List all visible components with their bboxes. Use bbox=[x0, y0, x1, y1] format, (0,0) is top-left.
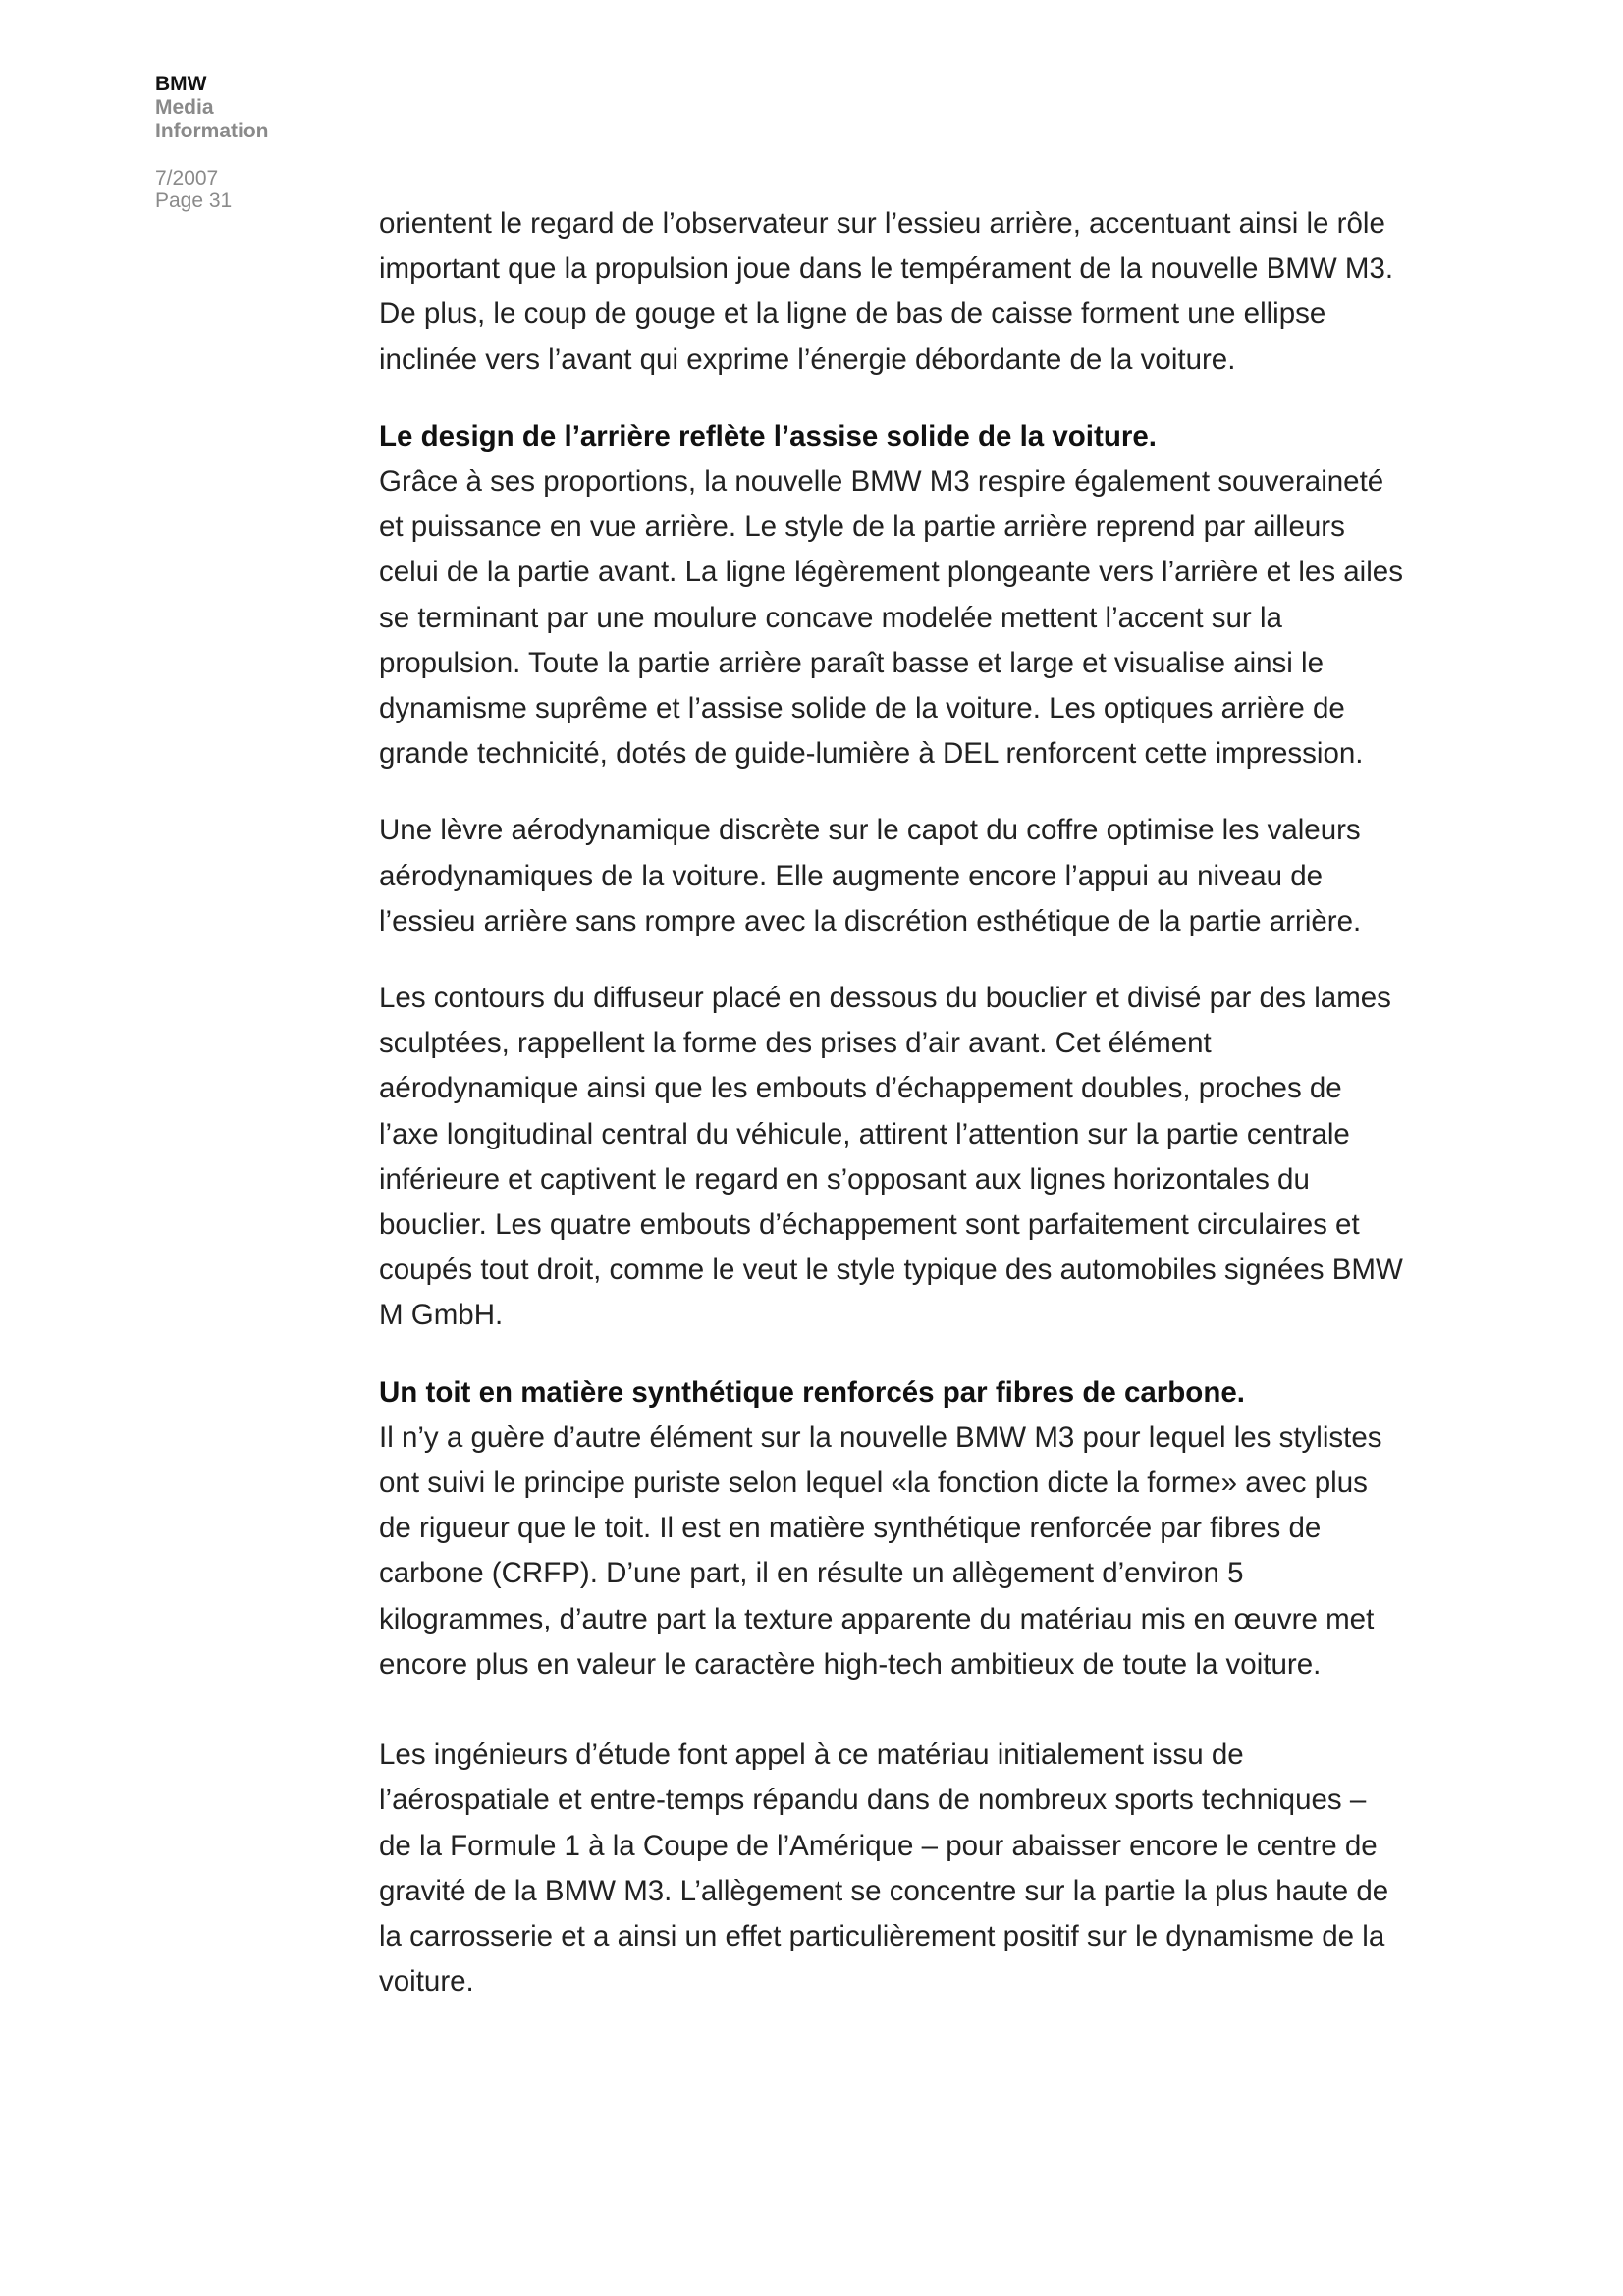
brand-subtitle-information: Information bbox=[155, 120, 269, 142]
paragraph-aero-lip: Une lèvre aérodynamique discrète sur le capot du coffre optimise les valeurs aérodynamiques de la voiture. Elle augmente encore l’appui au niveau de l’essieu arrière sans rompre avec la discrétion esthétique de la partie arrière. bbox=[379, 814, 1362, 937]
paragraph-diffuser: Les contours du diffuseur placé en dessous du bouclier et divisé par des lames sculptées, rappellent la forme des prises d’air avant. Cet élément aérodynamique ainsi que les embouts d’échappement doubles, proches de l’axe longitudinal central du véhicule, attirent l’attention sur la partie centrale inférieure et captivent le regard en s’opposant aux lignes horizontales du bouclier. Les quatre embouts d’échappement sont parfaitement circulaires et coupés tout droit, comme le veut le style typique des automobiles signées BMW M GmbH. bbox=[379, 982, 1403, 1332]
section-heading-carbon-roof: Un toit en matière synthétique renforcés par fibres de carbone. bbox=[379, 1375, 1245, 1409]
document-header bbox=[155, 73, 371, 212]
paragraph-rear-proportions: Grâce à ses proportions, la nouvelle BMW M3 respire également souveraineté et puissance en vue arrière. Le style de la partie arrière reprend par ailleurs celui de la partie avant. La ligne légèrement plongeante vers l’arrière et les ailes se terminant par une moulure concave modelée mettent l’accent sur la propulsion. Toute la partie arrière paraît basse et large et visualise ainsi le dynamisme suprême et l’assise solide de la voiture. Les optiques arrière de grande technicité, dotés de guide-lumière à DEL renforcent cette impression. bbox=[379, 465, 1403, 771]
publication-date: 7/2007 bbox=[155, 167, 219, 189]
intro-paragraph: orientent le regard de l’observateur sur l’essieu arrière, accentuant ainsi le rôle important que la propulsion joue dans le tempérament de la nouvelle BMW M3. De plus, le coup de gouge et la ligne de bas de caisse forment une ellipse inclinée vers l’avant qui exprime l’énergie débordante de la voiture. bbox=[379, 207, 1394, 376]
page-number: Page 31 bbox=[155, 189, 233, 212]
section-heading-rear-design: Le design de l’arrière reflète l’assise solide de la voiture. bbox=[379, 419, 1157, 453]
document-body bbox=[379, 201, 1405, 2004]
brand-name: BMW bbox=[155, 73, 207, 95]
brand-subtitle-media: Media bbox=[155, 96, 214, 119]
document-meta bbox=[155, 167, 371, 212]
paragraph-aerospace-material: Les ingénieurs d’étude font appel à ce matériau initialement issu de l’aérospatiale et entre-temps répandu dans de nombreux sports techniques – de la Formule 1 à la Coupe de l’Amérique – pour abaisser encore le centre de gravité de la BMW M3. L’allègement se concentre sur la partie la plus haute de la carrosserie et a ainsi un effet particulièrement positif sur le dynamisme de la voiture. bbox=[379, 1738, 1389, 1999]
paragraph-carbon-roof: Il n’y a guère d’autre élément sur la nouvelle BMW M3 pour lequel les stylistes ont suivi le principe puriste selon lequel «la fonction dicte la forme» avec plus de rigueur que le toit. Il est en matière synthétique renforcée par fibres de carbone (CRFP). D’une part, il en résulte un allègement d’environ 5 kilogrammes, d’autre part la texture apparente du matériau mis en œuvre met encore plus en valeur le caractère high-tech ambitieux de toute la voiture. bbox=[379, 1420, 1382, 1681]
